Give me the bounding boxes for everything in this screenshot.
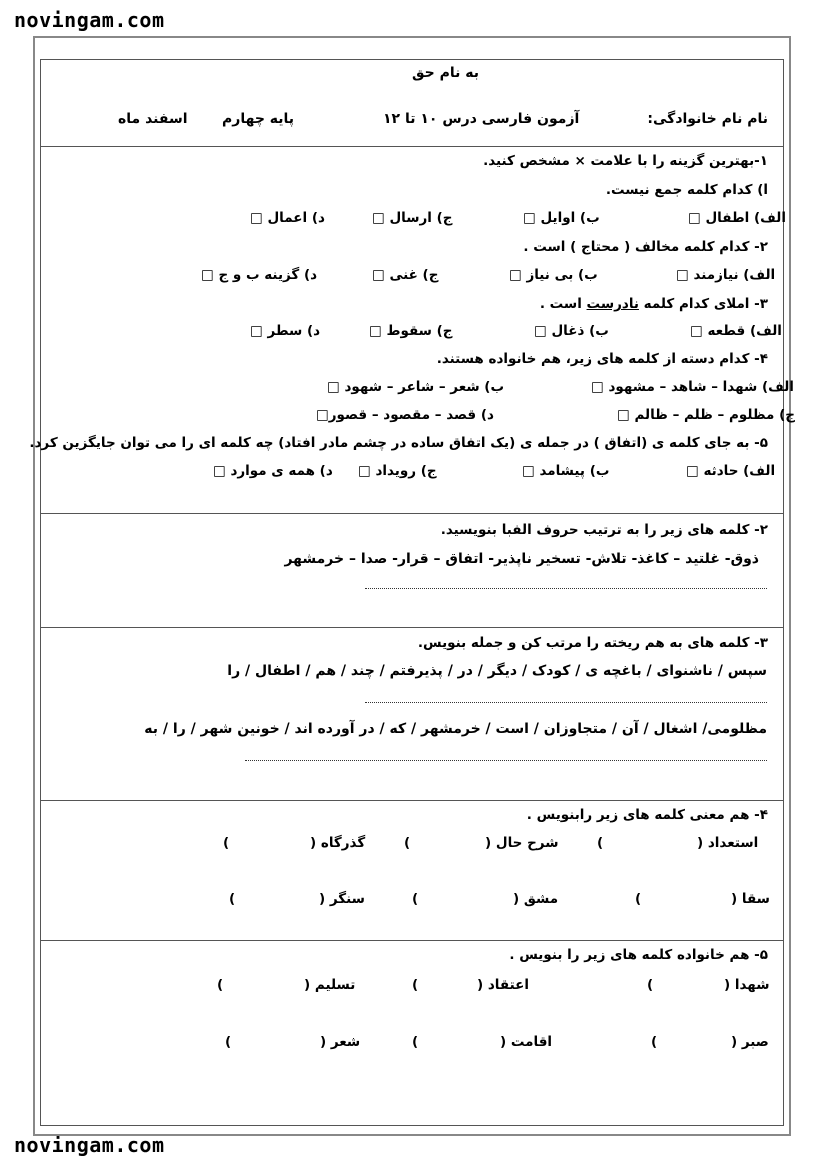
s4-word6: سنگر (	[319, 891, 365, 907]
section1-instruction: ۱-بهترین گزینه را با علامت × مشخص کنید.	[483, 153, 768, 169]
section3-answer-line2[interactable]	[245, 760, 767, 761]
s4-word3-close: )	[223, 835, 230, 851]
month-label: اسفند ماه	[118, 111, 188, 127]
q4-option-c[interactable]: ج) مظلوم – ظلم – ظالم □	[617, 407, 795, 423]
s5-word2-close: )	[412, 977, 419, 993]
s5-word2: اعتقاد (	[477, 977, 529, 993]
s4-word4-close: )	[635, 891, 642, 907]
section2-words: ذوق- غلتید – کاغذ- تلاش- تسخیر ناپذیر- اتفاق – قرار- صدا – خرمشهر	[284, 551, 759, 567]
q3-text	[540, 295, 768, 313]
q2-option-b[interactable]: ب) بی نیاز □	[509, 267, 598, 283]
q2-option-a[interactable]: الف) نیازمند □	[676, 267, 776, 283]
s4-word1-close: )	[597, 835, 604, 851]
watermark-top: novingam.com	[14, 8, 165, 32]
s4-word5-close: )	[412, 891, 419, 907]
q1-option-b[interactable]: ب) اوایل □	[523, 210, 600, 226]
exam-title: آزمون فارسی درس ۱۰ تا ۱۲	[383, 111, 580, 127]
q5-text: ۵- به جای کلمه ی (اتفاق ) در جمله ی (یک اتفاق ساده در چشم مادر افتاد) چه کلمه ای را می توان جایگزین کرد.	[29, 435, 768, 451]
section3-sentence2: مظلومی/ اشغال / آن / متجاوزان / است / خرمشهر / که / در آورده اند / خونین شهر / را / به	[144, 721, 767, 737]
q3-option-c[interactable]: ج) سقوط □	[369, 323, 453, 339]
s4-word1: استعداد (	[697, 835, 759, 851]
section3-instruction: ۳- کلمه های به هم ریخته را مرتب کن و جمله بنویس.	[417, 635, 768, 651]
s4-word3: گذرگاه (	[310, 835, 366, 851]
s4-word2: شرح حال (	[485, 835, 559, 851]
q3-option-a[interactable]: الف) قطعه □	[690, 323, 782, 339]
q2-text: ۲- کدام کلمه مخالف ( محتاج ) است .	[523, 239, 768, 255]
name-field-label: نام نام خانوادگی:	[647, 111, 768, 127]
divider-section3	[40, 800, 784, 801]
basmala: به نام حق	[412, 65, 479, 81]
q1-text: ا) کدام کلمه جمع نیست.	[605, 182, 768, 198]
q4-text: ۴- کدام دسته از کلمه های زیر، هم خانواده هستند.	[436, 351, 768, 367]
s5-word4: صبر (	[731, 1034, 769, 1050]
s4-word6-close: )	[229, 891, 236, 907]
s4-word4: سقا (	[731, 891, 770, 907]
q5-option-b[interactable]: ب) پیشامد □	[522, 463, 610, 479]
section5-instruction: ۵- هم خانواده کلمه های زیر را بنویس .	[509, 947, 768, 963]
q4-option-a[interactable]: الف) شهدا – شاهد – مشهود □	[591, 379, 794, 395]
q3-option-b[interactable]: ب) ذغال □	[534, 323, 609, 339]
s4-word5: مشق (	[513, 891, 559, 907]
q4-option-d[interactable]: د) قصد – مقصود – قصور□	[316, 407, 494, 423]
q1-option-c[interactable]: ج) ارسال □	[372, 210, 453, 226]
s5-word3: تسلیم (	[304, 977, 356, 993]
s5-word6: شعر (	[320, 1034, 361, 1050]
q3-text-after: است .	[539, 296, 587, 312]
q1-option-a[interactable]: الف) اطفال □	[688, 210, 786, 226]
q5-option-d[interactable]: د) همه ی موارد □	[213, 463, 333, 479]
q1-option-d[interactable]: د) اعمال □	[250, 210, 325, 226]
divider-section4	[40, 940, 784, 941]
watermark-bottom: novingam.com	[14, 1133, 165, 1157]
s5-word5: اقامت (	[500, 1034, 553, 1050]
q5-option-c[interactable]: ج) رویداد □	[358, 463, 437, 479]
divider-header	[40, 146, 784, 147]
s5-word3-close: )	[217, 977, 224, 993]
s5-word4-close: )	[651, 1034, 658, 1050]
q3-option-d[interactable]: د) سطر □	[250, 323, 321, 339]
divider-section2	[40, 627, 784, 628]
q3-text-before: ۳- املای کدام کلمه	[638, 296, 768, 312]
grade-label: پایه چهارم	[222, 111, 295, 127]
section3-sentence1: سپس / ناشنوای / باغچه ی / کودک / دیگر / در / پذیرفتم / چند / هم / اطفال / را	[227, 663, 767, 679]
q3-text-underlined: نادرست	[586, 296, 639, 312]
section4-instruction: ۴- هم معنی کلمه های زیر رابنویس .	[526, 807, 768, 823]
s5-word1: شهدا (	[724, 977, 770, 993]
s5-word6-close: )	[225, 1034, 232, 1050]
q4-option-b[interactable]: ب) شعر – شاعر – شهود □	[327, 379, 505, 395]
q2-option-c[interactable]: ج) غنی □	[372, 267, 439, 283]
s5-word5-close: )	[412, 1034, 419, 1050]
section2-instruction: ۲- کلمه های زیر را به ترتیب حروف الفبا بنویسید.	[440, 522, 768, 538]
section2-answer-line[interactable]	[365, 588, 767, 589]
q2-option-d[interactable]: د) گزینه ب و ج □	[201, 267, 318, 283]
section3-answer-line1[interactable]	[365, 702, 767, 703]
divider-section1	[40, 513, 784, 514]
s4-word2-close: )	[404, 835, 411, 851]
s5-word1-close: )	[647, 977, 654, 993]
q5-option-a[interactable]: الف) حادثه □	[686, 463, 776, 479]
